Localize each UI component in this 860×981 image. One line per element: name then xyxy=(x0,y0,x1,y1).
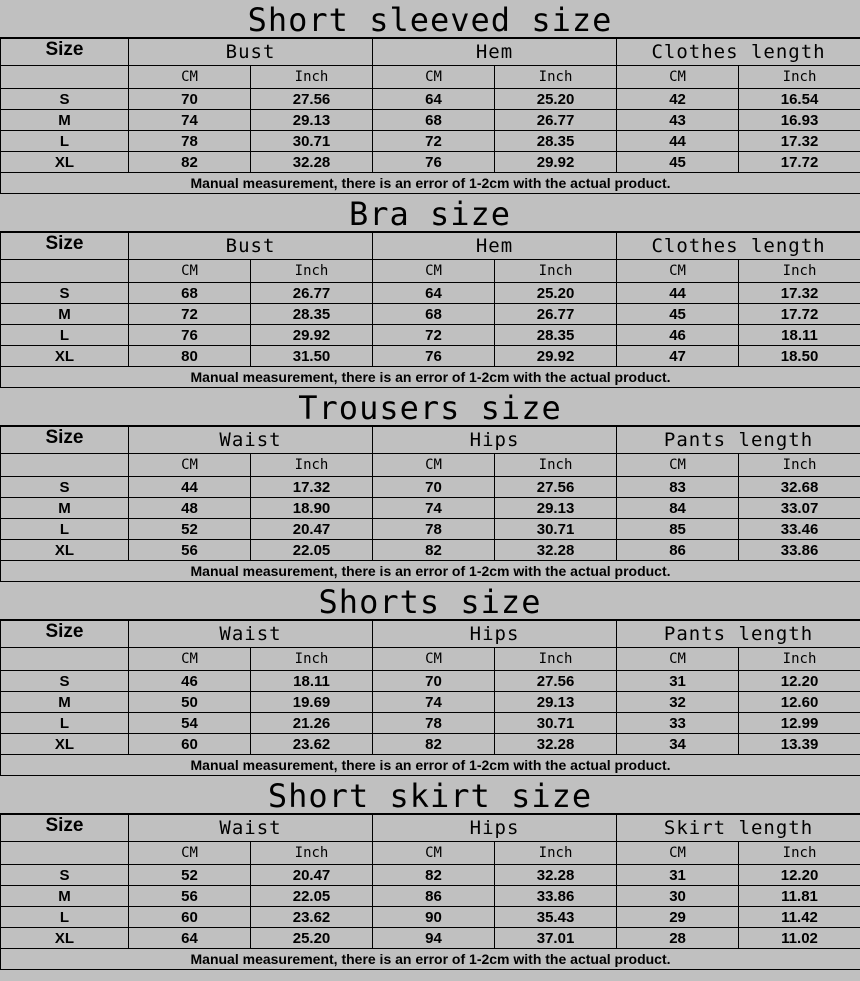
size-table xyxy=(0,814,860,970)
size-column-header: Size xyxy=(1,815,129,842)
blank-cell xyxy=(1,260,129,283)
measurement-cell: 12.20 xyxy=(739,865,860,886)
measurement-cell: 28.35 xyxy=(495,131,617,152)
size-label-cell: M xyxy=(1,886,129,907)
measurement-group-header: Hem xyxy=(373,233,617,260)
size-section xyxy=(0,0,860,194)
measurement-cell: 11.02 xyxy=(739,928,860,949)
measurement-cell: 32.28 xyxy=(251,152,373,173)
measurement-cell: 32.28 xyxy=(495,734,617,755)
measurement-cell: 20.47 xyxy=(251,519,373,540)
size-label-cell: L xyxy=(1,131,129,152)
measurement-cell: 82 xyxy=(373,540,495,561)
size-table xyxy=(0,620,860,776)
section-title: Short sleeved size xyxy=(0,0,860,38)
measurement-cell: 26.77 xyxy=(495,304,617,325)
measurement-cell: 30.71 xyxy=(495,519,617,540)
measurement-cell: 33.86 xyxy=(495,886,617,907)
measurement-cell: 35.43 xyxy=(495,907,617,928)
table-row xyxy=(1,928,860,949)
size-column-header: Size xyxy=(1,39,129,66)
measurement-cell: 72 xyxy=(129,304,251,325)
size-label-cell: L xyxy=(1,713,129,734)
size-column-header: Size xyxy=(1,427,129,454)
measurement-cell: 70 xyxy=(373,477,495,498)
unit-inch-label: Inch xyxy=(495,66,617,89)
unit-cm-label: CM xyxy=(129,66,251,89)
measurement-cell: 18.11 xyxy=(251,671,373,692)
measurement-cell: 83 xyxy=(617,477,739,498)
table-row xyxy=(1,152,860,173)
table-row xyxy=(1,346,860,367)
unit-inch-label: Inch xyxy=(739,260,860,283)
measurement-cell: 26.77 xyxy=(251,283,373,304)
size-table xyxy=(0,232,860,388)
size-section xyxy=(0,194,860,388)
size-label-cell: S xyxy=(1,283,129,304)
size-label-cell: S xyxy=(1,89,129,110)
measurement-cell: 13.39 xyxy=(739,734,860,755)
measurement-cell: 33.86 xyxy=(739,540,860,561)
measurement-cell: 30.71 xyxy=(251,131,373,152)
measurement-cell: 82 xyxy=(373,734,495,755)
measurement-group-header: Bust xyxy=(129,39,373,66)
measurement-cell: 52 xyxy=(129,865,251,886)
table-row xyxy=(1,865,860,886)
measurement-cell: 33.46 xyxy=(739,519,860,540)
measurement-cell: 17.32 xyxy=(739,131,860,152)
unit-inch-label: Inch xyxy=(251,260,373,283)
unit-cm-label: CM xyxy=(617,842,739,865)
measurement-cell: 90 xyxy=(373,907,495,928)
unit-cm-label: CM xyxy=(373,66,495,89)
measurement-group-header: Pants length xyxy=(617,427,860,454)
unit-inch-label: Inch xyxy=(739,842,860,865)
measurement-cell: 17.32 xyxy=(251,477,373,498)
measurement-cell: 44 xyxy=(617,283,739,304)
measurement-cell: 72 xyxy=(373,131,495,152)
measurement-cell: 25.20 xyxy=(495,283,617,304)
table-row xyxy=(1,671,860,692)
unit-inch-label: Inch xyxy=(251,648,373,671)
measurement-cell: 12.99 xyxy=(739,713,860,734)
unit-inch-label: Inch xyxy=(495,842,617,865)
measurement-cell: 52 xyxy=(129,519,251,540)
unit-cm-label: CM xyxy=(129,260,251,283)
measurement-cell: 74 xyxy=(373,692,495,713)
measurement-cell: 25.20 xyxy=(251,928,373,949)
unit-cm-label: CM xyxy=(373,260,495,283)
measurement-cell: 78 xyxy=(373,519,495,540)
measurement-cell: 85 xyxy=(617,519,739,540)
measurement-cell: 18.50 xyxy=(739,346,860,367)
table-row xyxy=(1,325,860,346)
measurement-note: Manual measurement, there is an error of 1-2cm with the actual product. xyxy=(1,561,860,582)
measurement-cell: 74 xyxy=(129,110,251,131)
size-label-cell: XL xyxy=(1,734,129,755)
measurement-cell: 68 xyxy=(373,110,495,131)
size-label-cell: XL xyxy=(1,928,129,949)
measurement-group-header: Pants length xyxy=(617,621,860,648)
measurement-cell: 68 xyxy=(373,304,495,325)
measurement-cell: 31 xyxy=(617,671,739,692)
unit-cm-label: CM xyxy=(373,842,495,865)
table-row xyxy=(1,110,860,131)
table-row xyxy=(1,304,860,325)
measurement-cell: 72 xyxy=(373,325,495,346)
measurement-group-header: Clothes length xyxy=(617,39,860,66)
table-row xyxy=(1,477,860,498)
unit-inch-label: Inch xyxy=(739,66,860,89)
measurement-cell: 30.71 xyxy=(495,713,617,734)
size-label-cell: M xyxy=(1,304,129,325)
measurement-group-header: Waist xyxy=(129,815,373,842)
measurement-group-header: Waist xyxy=(129,427,373,454)
measurement-cell: 33 xyxy=(617,713,739,734)
measurement-cell: 28.35 xyxy=(251,304,373,325)
measurement-cell: 20.47 xyxy=(251,865,373,886)
measurement-cell: 84 xyxy=(617,498,739,519)
table-row xyxy=(1,886,860,907)
measurement-cell: 44 xyxy=(129,477,251,498)
measurement-cell: 31 xyxy=(617,865,739,886)
measurement-cell: 12.60 xyxy=(739,692,860,713)
measurement-cell: 32 xyxy=(617,692,739,713)
measurement-cell: 23.62 xyxy=(251,907,373,928)
section-title: Short skirt size xyxy=(0,776,860,814)
measurement-cell: 27.56 xyxy=(495,671,617,692)
table-row xyxy=(1,498,860,519)
size-label-cell: S xyxy=(1,477,129,498)
measurement-cell: 70 xyxy=(373,671,495,692)
unit-cm-label: CM xyxy=(129,842,251,865)
measurement-cell: 17.72 xyxy=(739,152,860,173)
unit-cm-label: CM xyxy=(373,648,495,671)
measurement-note: Manual measurement, there is an error of 1-2cm with the actual product. xyxy=(1,755,860,776)
size-label-cell: XL xyxy=(1,540,129,561)
measurement-cell: 46 xyxy=(129,671,251,692)
measurement-cell: 82 xyxy=(373,865,495,886)
measurement-cell: 60 xyxy=(129,907,251,928)
measurement-cell: 45 xyxy=(617,304,739,325)
unit-inch-label: Inch xyxy=(739,454,860,477)
measurement-cell: 33.07 xyxy=(739,498,860,519)
measurement-cell: 47 xyxy=(617,346,739,367)
measurement-cell: 78 xyxy=(129,131,251,152)
measurement-cell: 64 xyxy=(129,928,251,949)
measurement-note: Manual measurement, there is an error of 1-2cm with the actual product. xyxy=(1,949,860,970)
measurement-cell: 22.05 xyxy=(251,886,373,907)
measurement-cell: 11.42 xyxy=(739,907,860,928)
size-label-cell: L xyxy=(1,325,129,346)
table-row xyxy=(1,713,860,734)
measurement-cell: 29 xyxy=(617,907,739,928)
table-row xyxy=(1,283,860,304)
section-title: Shorts size xyxy=(0,582,860,620)
size-label-cell: M xyxy=(1,110,129,131)
measurement-cell: 29.13 xyxy=(495,692,617,713)
size-column-header: Size xyxy=(1,233,129,260)
size-label-cell: L xyxy=(1,907,129,928)
measurement-cell: 42 xyxy=(617,89,739,110)
measurement-cell: 44 xyxy=(617,131,739,152)
unit-inch-label: Inch xyxy=(495,648,617,671)
size-label-cell: XL xyxy=(1,346,129,367)
measurement-cell: 56 xyxy=(129,540,251,561)
measurement-cell: 18.11 xyxy=(739,325,860,346)
unit-inch-label: Inch xyxy=(251,66,373,89)
measurement-group-header: Hips xyxy=(373,815,617,842)
measurement-cell: 48 xyxy=(129,498,251,519)
measurement-cell: 56 xyxy=(129,886,251,907)
size-section xyxy=(0,388,860,582)
measurement-cell: 27.56 xyxy=(251,89,373,110)
measurement-cell: 32.68 xyxy=(739,477,860,498)
size-table xyxy=(0,38,860,194)
measurement-note: Manual measurement, there is an error of 1-2cm with the actual product. xyxy=(1,173,860,194)
measurement-cell: 34 xyxy=(617,734,739,755)
measurement-group-header: Waist xyxy=(129,621,373,648)
measurement-group-header: Hips xyxy=(373,427,617,454)
measurement-cell: 26.77 xyxy=(495,110,617,131)
size-column-header: Size xyxy=(1,621,129,648)
measurement-cell: 21.26 xyxy=(251,713,373,734)
measurement-cell: 74 xyxy=(373,498,495,519)
measurement-group-header: Bust xyxy=(129,233,373,260)
measurement-cell: 64 xyxy=(373,283,495,304)
unit-cm-label: CM xyxy=(617,66,739,89)
measurement-cell: 86 xyxy=(373,886,495,907)
measurement-cell: 16.54 xyxy=(739,89,860,110)
measurement-cell: 29.13 xyxy=(495,498,617,519)
size-section xyxy=(0,776,860,970)
measurement-cell: 29.92 xyxy=(495,346,617,367)
measurement-cell: 76 xyxy=(373,152,495,173)
size-section xyxy=(0,582,860,776)
unit-inch-label: Inch xyxy=(251,842,373,865)
measurement-cell: 31.50 xyxy=(251,346,373,367)
section-title: Trousers size xyxy=(0,388,860,426)
size-label-cell: M xyxy=(1,498,129,519)
measurement-group-header: Hem xyxy=(373,39,617,66)
measurement-cell: 29.92 xyxy=(251,325,373,346)
measurement-cell: 68 xyxy=(129,283,251,304)
blank-cell xyxy=(1,454,129,477)
measurement-cell: 28 xyxy=(617,928,739,949)
table-row xyxy=(1,907,860,928)
measurement-cell: 76 xyxy=(373,346,495,367)
measurement-cell: 37.01 xyxy=(495,928,617,949)
size-label-cell: S xyxy=(1,865,129,886)
measurement-cell: 16.93 xyxy=(739,110,860,131)
size-label-cell: XL xyxy=(1,152,129,173)
table-row xyxy=(1,89,860,110)
measurement-cell: 11.81 xyxy=(739,886,860,907)
measurement-cell: 17.72 xyxy=(739,304,860,325)
measurement-cell: 12.20 xyxy=(739,671,860,692)
unit-inch-label: Inch xyxy=(495,260,617,283)
blank-cell xyxy=(1,648,129,671)
measurement-cell: 32.28 xyxy=(495,540,617,561)
measurement-cell: 19.69 xyxy=(251,692,373,713)
size-label-cell: M xyxy=(1,692,129,713)
measurement-cell: 43 xyxy=(617,110,739,131)
measurement-cell: 70 xyxy=(129,89,251,110)
measurement-cell: 18.90 xyxy=(251,498,373,519)
measurement-group-header: Clothes length xyxy=(617,233,860,260)
unit-cm-label: CM xyxy=(129,454,251,477)
table-row xyxy=(1,519,860,540)
measurement-cell: 64 xyxy=(373,89,495,110)
unit-cm-label: CM xyxy=(129,648,251,671)
measurement-cell: 17.32 xyxy=(739,283,860,304)
measurement-note: Manual measurement, there is an error of 1-2cm with the actual product. xyxy=(1,367,860,388)
size-table xyxy=(0,426,860,582)
section-title: Bra size xyxy=(0,194,860,232)
measurement-cell: 28.35 xyxy=(495,325,617,346)
unit-cm-label: CM xyxy=(617,260,739,283)
table-row xyxy=(1,540,860,561)
measurement-cell: 29.13 xyxy=(251,110,373,131)
table-row xyxy=(1,131,860,152)
measurement-cell: 54 xyxy=(129,713,251,734)
measurement-cell: 45 xyxy=(617,152,739,173)
measurement-cell: 78 xyxy=(373,713,495,734)
measurement-cell: 25.20 xyxy=(495,89,617,110)
unit-cm-label: CM xyxy=(617,454,739,477)
blank-cell xyxy=(1,66,129,89)
unit-cm-label: CM xyxy=(617,648,739,671)
measurement-cell: 76 xyxy=(129,325,251,346)
measurement-cell: 46 xyxy=(617,325,739,346)
measurement-cell: 30 xyxy=(617,886,739,907)
measurement-cell: 60 xyxy=(129,734,251,755)
measurement-cell: 29.92 xyxy=(495,152,617,173)
measurement-cell: 32.28 xyxy=(495,865,617,886)
unit-cm-label: CM xyxy=(373,454,495,477)
blank-cell xyxy=(1,842,129,865)
measurement-cell: 94 xyxy=(373,928,495,949)
measurement-cell: 86 xyxy=(617,540,739,561)
unit-inch-label: Inch xyxy=(495,454,617,477)
size-label-cell: L xyxy=(1,519,129,540)
unit-inch-label: Inch xyxy=(739,648,860,671)
measurement-group-header: Skirt length xyxy=(617,815,860,842)
measurement-cell: 50 xyxy=(129,692,251,713)
measurement-cell: 27.56 xyxy=(495,477,617,498)
size-label-cell: S xyxy=(1,671,129,692)
measurement-group-header: Hips xyxy=(373,621,617,648)
table-row xyxy=(1,734,860,755)
measurement-cell: 80 xyxy=(129,346,251,367)
measurement-cell: 82 xyxy=(129,152,251,173)
unit-inch-label: Inch xyxy=(251,454,373,477)
table-row xyxy=(1,692,860,713)
measurement-cell: 23.62 xyxy=(251,734,373,755)
measurement-cell: 22.05 xyxy=(251,540,373,561)
